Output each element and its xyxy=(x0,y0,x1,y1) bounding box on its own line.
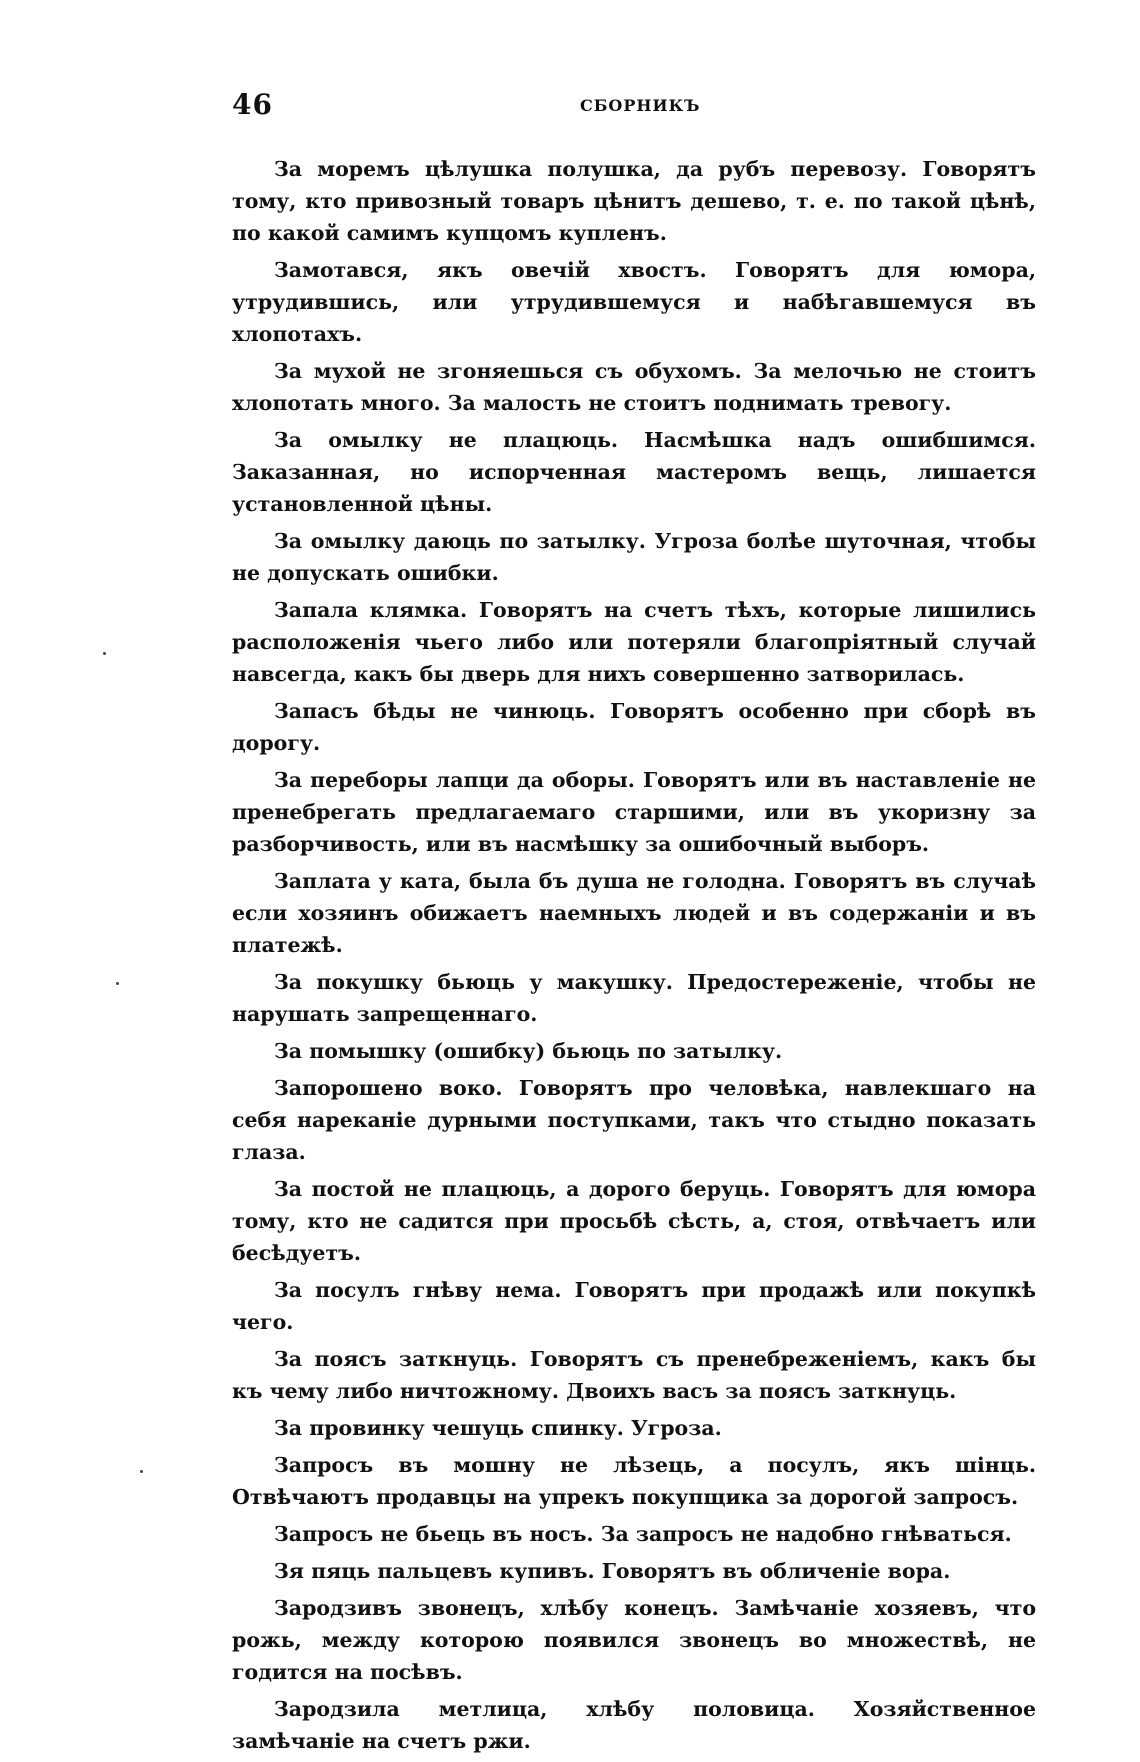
proverb-entry: Запасъ бѣды не чинюць. Говорятъ особенно при сборѣ въ дорогу. xyxy=(232,699,1036,755)
proverb-entry: За помышку (ошибку) бьюць по затылку. xyxy=(274,1039,783,1063)
proverb-entry: Заплата у ката, была бъ душа не голодна. Говорятъ въ случаѣ если хозяинъ обижаетъ наемныхъ людей и въ содержаніи и въ платежѣ. xyxy=(232,869,1036,957)
page-number: 46 xyxy=(232,88,273,121)
proverb-entry: За провинку чешуць спинку. Угроза. xyxy=(274,1416,722,1440)
body-text xyxy=(232,153,1036,1762)
scan-speck xyxy=(140,1470,143,1473)
proverb-entry: За посулъ гнѣву нема. Говорятъ при продажѣ или покупкѣ чего. xyxy=(232,1278,1036,1334)
proverb-entry: За покушку бьюць у макушку. Предостереженіе, чтобы не нарушать запрещеннаго. xyxy=(232,970,1036,1026)
proverb-entry: За омылку не плацюць. Насмѣшка надъ ошибшимся. Заказанная, но испорченная мастеромъ вещь, лишается установленной цѣны. xyxy=(232,428,1036,516)
proverb-entry: За переборы лапци да оборы. Говорятъ или въ наставленіе не пренебрегать предлагаемаго старшими, или въ укоризну за разборчивость, или въ насмѣшку за ошибочный выборъ. xyxy=(232,768,1036,856)
scan-speck xyxy=(116,982,119,985)
proverb-entry: Замотався, якъ овечій хвостъ. Говорятъ для юмора, утрудившись, или утрудившемуся и набѣгавшемуся въ хлопотахъ. xyxy=(232,258,1036,346)
proverb-entry: Зародзила метлица, хлѣбу половица. Хозяйственное замѣчаніе на счетъ ржи. xyxy=(232,1697,1036,1753)
proverb-entry: За моремъ цѣлушка полушка, да рубъ перевозу. Говорятъ тому, кто привозный товаръ цѣнитъ дешево, т. е. по такой цѣнѣ, по какой самимъ купцомъ купленъ. xyxy=(232,157,1036,245)
proverb-entry: Зя пяць пальцевъ купивъ. Говорятъ въ обличеніе вора. xyxy=(274,1559,951,1583)
proverb-entry: За постой не плацюць, а дорого беруць. Говорятъ для юмора тому, кто не садится при просьбѣ сѣсть, а, стоя, отвѣчаетъ или бесѣдуетъ. xyxy=(232,1177,1036,1265)
proverb-entry: Запросъ въ мошну не лѣзець, а посулъ, якъ шінць. Отвѣчаютъ продавцы на упрекъ покупщика за дорогой запросъ. xyxy=(232,1453,1036,1509)
scan-speck xyxy=(103,652,106,655)
page-header xyxy=(232,88,1036,128)
proverb-entry: Запала клямка. Говорятъ на счетъ тѣхъ, которые лишились расположенія чьего либо или потеряли благопріятный случай навсегда, какъ бы дверь для нихъ совершенно затворилась. xyxy=(232,598,1036,686)
proverb-entry: Запросъ не бьець въ носъ. За запросъ не надобно гнѣваться. xyxy=(274,1522,1012,1546)
proverb-entry: За мухой не згоняешься съ обухомъ. За мелочью не стоитъ хлопотать много. За малость не стоитъ поднимать тревогу. xyxy=(232,359,1036,415)
proverb-entry: За омылку даюць по затылку. Угроза болѣе шуточная, чтобы не допускать ошибки. xyxy=(232,529,1036,585)
proverb-entry: Запорошено воко. Говорятъ про человѣка, навлекшаго на себя нареканіе дурными поступками, такъ что стыдно показать глаза. xyxy=(232,1076,1036,1164)
running-head: СБОРНИКЪ xyxy=(580,96,701,115)
proverb-entry: Зародзивъ звонецъ, хлѣбу конецъ. Замѣчаніе хозяевъ, что рожь, между которою появился звонецъ во множествѣ, не годится на посѣвъ. xyxy=(232,1596,1036,1684)
proverb-entry: За поясъ заткнуць. Говорятъ съ пренебреженіемъ, какъ бы къ чему либо ничтожному. Двоихъ васъ за поясъ заткнуць. xyxy=(232,1347,1036,1403)
